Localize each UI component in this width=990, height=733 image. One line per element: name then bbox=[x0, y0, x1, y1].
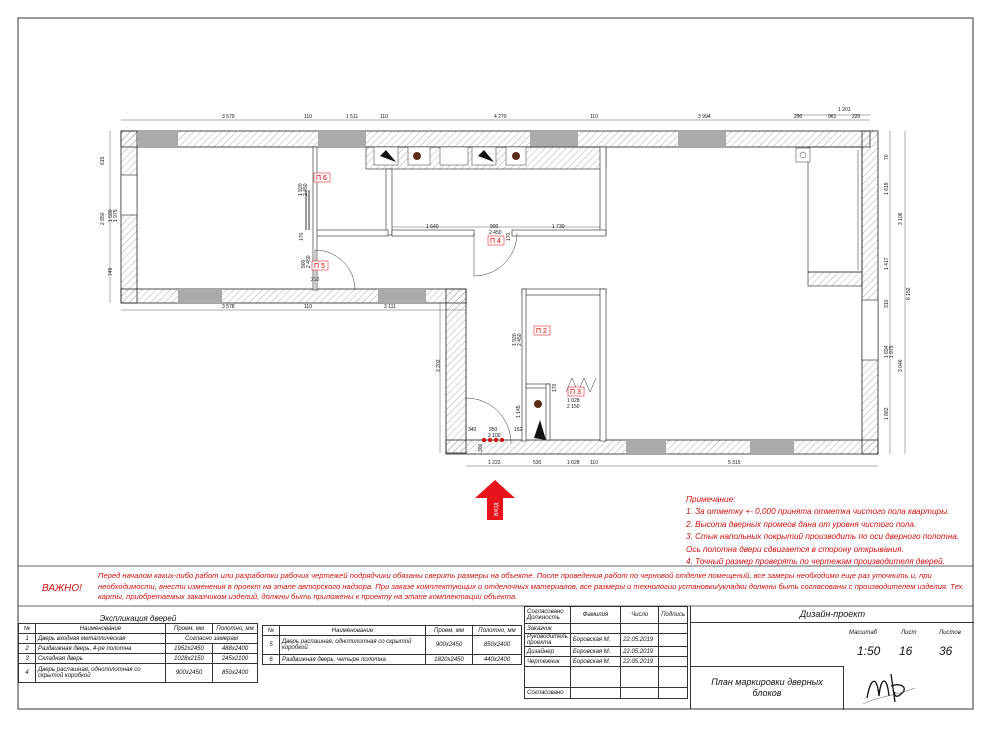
row-n: 2 bbox=[19, 644, 36, 654]
notes-title: Примечание: bbox=[686, 495, 736, 504]
door-tag: П 2 bbox=[536, 328, 547, 335]
dim-label: 1 028 bbox=[567, 460, 580, 466]
sheets-label: Листов bbox=[939, 630, 961, 636]
row-n: 4 bbox=[19, 664, 36, 683]
row-opening: 900x2450 bbox=[426, 636, 473, 655]
dims-left bbox=[100, 156, 119, 276]
dim-label: 2 450 bbox=[303, 183, 309, 196]
drawing-title: План маркировки дверных блоков bbox=[711, 677, 823, 698]
role: Дизайнер bbox=[525, 647, 571, 657]
person: Боровская М. bbox=[570, 657, 620, 667]
dim-label: 110 bbox=[590, 114, 598, 120]
dim-label: 2 100 bbox=[488, 433, 501, 439]
dim-label: 2 450 bbox=[489, 230, 502, 236]
dim-label: 3 111 bbox=[384, 304, 396, 310]
row-opening: 900x2450 bbox=[166, 664, 213, 683]
person: Боровская М. bbox=[570, 647, 620, 657]
dim-label: 1 694 bbox=[884, 345, 890, 358]
table-row bbox=[525, 657, 688, 667]
dim-label: 1 920 bbox=[512, 333, 518, 346]
dim-label: 3 106 bbox=[898, 212, 904, 225]
dims-right bbox=[884, 154, 912, 420]
table-row bbox=[19, 634, 258, 644]
dim-label: 530 bbox=[533, 460, 542, 466]
col-header: № bbox=[19, 624, 36, 634]
row-leaf: 245x2100 bbox=[213, 654, 258, 664]
role: Руководитель проекта bbox=[525, 634, 571, 647]
dim-label: 110 bbox=[304, 304, 312, 310]
dim-label: 1 417 bbox=[884, 257, 890, 270]
note-item: 2. Высота дверных промеов дана от уровня чистого пола. bbox=[686, 519, 917, 529]
row-name: Раздвижная дверь, четыре полотна bbox=[280, 655, 426, 665]
dim-label: 615 bbox=[100, 156, 106, 165]
row-opening: 1028x2150 bbox=[166, 654, 213, 664]
sheet-value: 16 bbox=[899, 644, 913, 658]
dim-label: 1 590 bbox=[108, 209, 114, 222]
dim-label: 1 145 bbox=[516, 405, 522, 418]
row-n: 1 bbox=[19, 634, 36, 644]
row-name: Дверь распашная, однополотная со скрытой коробкой bbox=[280, 636, 426, 655]
agreed-footer: Согласовано bbox=[525, 688, 571, 699]
dim-label: 2 950 bbox=[100, 212, 106, 225]
dim-label: 1 511 bbox=[346, 114, 359, 120]
row-name: Раздвижная дверь, 4-ре полотна bbox=[36, 644, 166, 654]
table-row bbox=[525, 634, 688, 647]
entry-label: ВХОД bbox=[494, 502, 500, 516]
project-block bbox=[690, 606, 974, 709]
door-tag: П 4 bbox=[490, 238, 501, 245]
sheets-value: 36 bbox=[939, 644, 953, 658]
dim-label: 210 bbox=[311, 277, 320, 283]
important-block bbox=[38, 571, 968, 604]
dim-label: 2 450 bbox=[306, 255, 312, 268]
dim-label: 310 bbox=[884, 299, 890, 308]
entrance-arrow-icon bbox=[475, 480, 515, 520]
person: Боровская М. bbox=[570, 634, 620, 647]
note-item: 3. Стык напольных покрытий производить по оси дверного полотна. bbox=[686, 532, 960, 542]
dim-label: 70 bbox=[884, 154, 890, 160]
note-item: 1. За отметку +- 0,000 принята отметка чистого пола квартиры. bbox=[686, 507, 950, 517]
date: 22.05.2019 bbox=[621, 657, 659, 667]
approvals-table bbox=[524, 606, 688, 699]
table-row bbox=[19, 644, 258, 654]
row-opening: 1952x2450 bbox=[166, 644, 213, 654]
doors-title: Экспликация дверей bbox=[99, 614, 177, 623]
date: 22.05.2019 bbox=[621, 647, 659, 657]
table-row bbox=[525, 647, 688, 657]
scale-label: Масштаб bbox=[849, 630, 878, 636]
signature-header: Подпись bbox=[659, 607, 688, 624]
dim-label: 170 bbox=[552, 383, 558, 392]
dim-label: 3 579 bbox=[222, 114, 235, 120]
door-tag: П 5 bbox=[314, 263, 325, 270]
date-header: Число bbox=[621, 607, 659, 624]
dim-label: 1 619 bbox=[884, 182, 890, 195]
agreed-header: Согласовано Должность bbox=[525, 607, 571, 624]
date: 22.05.2019 bbox=[621, 634, 659, 647]
dim-label: 5 315 bbox=[728, 460, 741, 466]
dim-label: 1 730 bbox=[552, 224, 565, 230]
doors-table-right bbox=[262, 625, 522, 665]
person bbox=[570, 624, 620, 634]
table-row bbox=[525, 624, 688, 634]
dim-label: 961 bbox=[828, 114, 837, 120]
sheet-label: Лист bbox=[901, 630, 917, 636]
walls bbox=[121, 131, 878, 454]
dim-label: 8 152 bbox=[906, 287, 912, 300]
row-leaf: 440x2400 bbox=[473, 655, 522, 665]
col-header: Проем, мм bbox=[426, 626, 473, 636]
dim-label: 220 bbox=[852, 114, 861, 120]
note-item: Ось полотна двери сдвигается в сторону открывания. bbox=[686, 544, 904, 554]
dim-label: 1 975 bbox=[113, 209, 119, 222]
role: Чертежник bbox=[525, 657, 571, 667]
table-row bbox=[19, 664, 258, 683]
dim-label: 300 bbox=[478, 443, 484, 452]
dim-label: 900 bbox=[301, 259, 307, 268]
dim-label: 3 046 bbox=[898, 359, 904, 372]
dim-label: 3 994 bbox=[698, 114, 711, 120]
col-header: № bbox=[263, 626, 280, 636]
dim-label: 170 bbox=[299, 232, 305, 241]
dim-label: 1 640 bbox=[426, 224, 439, 230]
row-n: 3 bbox=[19, 654, 36, 664]
notes-block bbox=[686, 494, 982, 568]
dim-label: 152 bbox=[514, 427, 523, 433]
row-span: Согласно замерам bbox=[166, 634, 258, 644]
dim-label: 170 bbox=[506, 232, 512, 241]
doors-table-left bbox=[18, 614, 258, 683]
row-name: Дверь распашная, однополотная со скрытой коробкой bbox=[36, 664, 166, 683]
col-header: Наименование bbox=[36, 624, 166, 634]
door-tag: П 3 bbox=[570, 389, 581, 396]
note-item: 4. Точный размер проверять по чертежам производителя дверей. bbox=[686, 557, 945, 567]
col-header: Полотно, мм bbox=[473, 626, 522, 636]
dim-label: 1 201 bbox=[838, 107, 851, 113]
dim-label: 1 222 bbox=[488, 460, 501, 466]
row-leaf: 850x2400 bbox=[473, 636, 522, 655]
project-title: Дизайн-проект bbox=[691, 606, 974, 623]
col-header: Наименование bbox=[280, 626, 426, 636]
important-label: ВАЖНО! bbox=[42, 583, 82, 594]
dim-label: 749 bbox=[108, 267, 114, 276]
surname-header: Фамилия bbox=[570, 607, 620, 624]
dim-label: 3 578 bbox=[222, 304, 235, 310]
dim-label: 1 028 bbox=[567, 398, 580, 404]
door-tag: П 6 bbox=[316, 175, 327, 182]
table-row bbox=[19, 654, 258, 664]
dim-label: 1 920 bbox=[298, 183, 304, 196]
dim-label: 1 882 bbox=[884, 407, 890, 420]
dim-label: 3 202 bbox=[436, 359, 442, 372]
dim-label: 110 bbox=[380, 114, 388, 120]
col-header: Проем, мм bbox=[166, 624, 213, 634]
role: Заказчик bbox=[525, 624, 571, 634]
table-row bbox=[263, 636, 522, 655]
dim-label: 110 bbox=[304, 114, 312, 120]
dim-label: 1 975 bbox=[889, 345, 895, 358]
dim-label: 340 bbox=[468, 427, 477, 433]
dim-label: 900 bbox=[490, 224, 499, 230]
dim-label: 950 bbox=[489, 427, 498, 433]
dim-label: 2 450 bbox=[517, 333, 523, 346]
dims-top bbox=[222, 107, 861, 120]
dim-label: 2 150 bbox=[567, 404, 580, 410]
row-leaf: 850x2400 bbox=[213, 664, 258, 683]
row-n: 5 bbox=[263, 636, 280, 655]
signature-logo-icon bbox=[861, 668, 921, 708]
date bbox=[621, 624, 659, 634]
important-text: Перед началом каких-либо работ или разработки рабочих чертежей подрядчики обязаны сверить размеры на объекте. После проведения работ по черновой отделке помещений, все замеры необходимо еще раз уточнить и, при необходимости, внести изменения в проект на этапе авторского надзора. При заказе комплектующих и отделочных материалов, все размеры и технологии установки/укладки должны быть согласованы с производителем изделия. Тех. карты, приобретаемых заказчиком изделий, должны быть приложены к проекту на этапе комплектации объекта. bbox=[98, 571, 965, 602]
row-n: 6 bbox=[263, 655, 280, 665]
dim-label: 290 bbox=[794, 114, 803, 120]
col-header: Полотно, мм bbox=[213, 624, 258, 634]
row-leaf: 488x2400 bbox=[213, 644, 258, 654]
dim-label: 4 270 bbox=[494, 114, 507, 120]
row-name: Дверь входная металлическая bbox=[36, 634, 166, 644]
table-row bbox=[263, 655, 522, 665]
row-opening: 1820x2450 bbox=[426, 655, 473, 665]
scale-block bbox=[843, 622, 974, 666]
scale-value: 1:50 bbox=[857, 644, 881, 658]
dims-inner bbox=[298, 183, 580, 452]
row-name: Складная дверь bbox=[36, 654, 166, 664]
dim-label: 110 bbox=[590, 460, 598, 466]
